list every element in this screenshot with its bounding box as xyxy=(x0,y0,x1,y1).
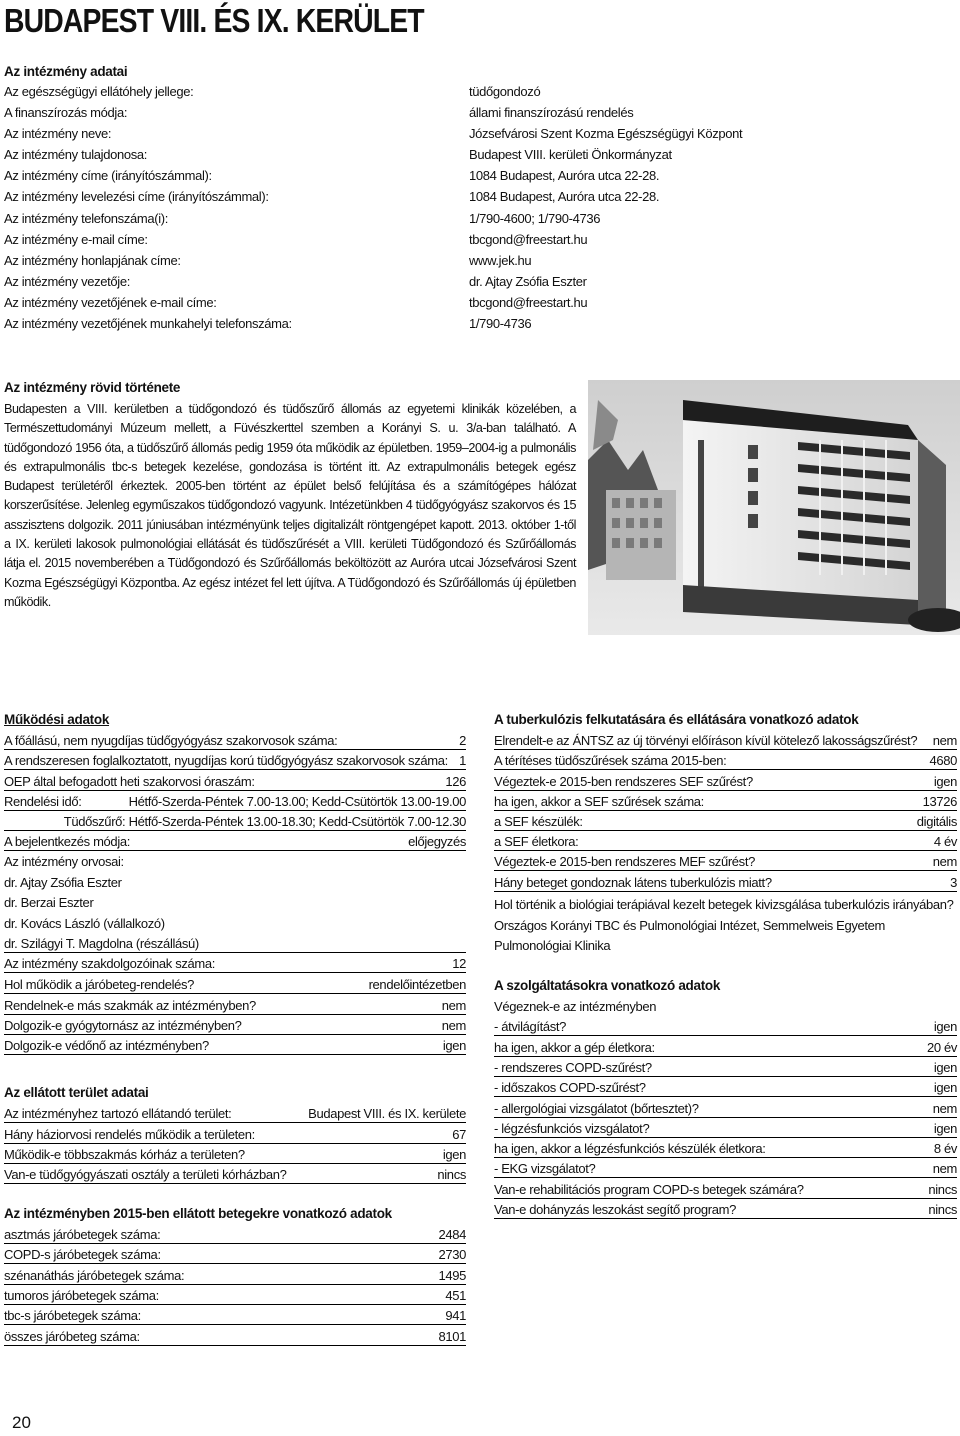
row-label: OEP által befogadott heti szakorvosi óraszám: xyxy=(4,774,255,789)
data-row xyxy=(4,1308,466,1325)
row-label: Az egészségügyi ellátóhely jellege: xyxy=(4,84,194,99)
row-label: COPD-s járóbetegek száma: xyxy=(4,1247,161,1262)
row-label: Az intézményhez tartozó ellátandó terület: xyxy=(4,1106,232,1121)
tbc-answer: Országos Korányi TBC és Pulmonológiai Intézet, Semmelweis Egyetem Pulmonológiai Klinika xyxy=(494,918,886,953)
doctor-item xyxy=(4,875,466,895)
row-label: ha igen, akkor a légzésfunkciós készülék életkora: xyxy=(494,1141,766,1156)
row-value: 4 év xyxy=(933,834,957,849)
row-value: igen xyxy=(933,1019,957,1034)
left-column xyxy=(4,712,466,1352)
row-label: Az intézmény levelezési címe (irányítószámmal): xyxy=(4,189,269,204)
row-label: Működik-e többszakmás kórház a területen? xyxy=(4,1147,245,1162)
data-row xyxy=(4,834,466,851)
row-value: 13726 xyxy=(922,794,957,809)
row-value: Budapest VIII. kerületi Önkormányzat xyxy=(469,147,672,162)
row-value: Józsefvárosi Szent Kozma Egészségügyi Központ xyxy=(469,126,743,141)
page-title: BUDAPEST VIII. ÉS IX. KERÜLET xyxy=(4,2,424,39)
row-value: Tüdőszűrő: Hétfő-Szerda-Péntek 13.00-18.30; Kedd-Csütörtök 7.00-12.30 xyxy=(63,814,466,829)
data-row xyxy=(494,1202,957,1219)
row-label: Az intézmény vezetőjének e-mail címe: xyxy=(4,295,217,310)
data-row xyxy=(4,211,960,231)
row-label: Rendelnek-e más szakmák az intézményben? xyxy=(4,998,256,1013)
row-value: dr. Ajtay Zsófia Eszter xyxy=(469,274,587,289)
row-value: állami finanszírozású rendelés xyxy=(469,105,634,120)
row-value: 2484 xyxy=(438,1227,466,1242)
row-label: Az intézmény telefonszáma(i): xyxy=(4,211,168,226)
row-value: igen xyxy=(933,1060,957,1075)
row-value: 3 xyxy=(950,875,957,890)
data-row xyxy=(4,232,960,252)
data-row xyxy=(4,126,960,146)
data-row xyxy=(494,1019,957,1036)
row-value: igen xyxy=(442,1038,466,1053)
doctor-item xyxy=(4,936,466,953)
data-row xyxy=(4,774,466,791)
row-value: igen xyxy=(933,1080,957,1095)
row-label: Az intézmény szakdolgozóinak száma: xyxy=(4,956,216,971)
data-row xyxy=(4,1329,466,1346)
data-row xyxy=(4,1147,466,1164)
row-label: ha igen, akkor a SEF szűrések száma: xyxy=(494,794,704,809)
row-label: - allergológiai vizsgálatot (bőrtesztet)? xyxy=(494,1101,699,1116)
row-value: 8 év xyxy=(933,1141,957,1156)
data-row xyxy=(4,274,960,294)
row-value: igen xyxy=(933,1121,957,1136)
section-heading-terulet: Az ellátott terület adatai xyxy=(4,1085,149,1100)
row-label: - átvilágítást? xyxy=(494,1019,567,1034)
row-value: nem xyxy=(932,854,957,869)
data-row xyxy=(4,977,466,994)
row-value: nincs xyxy=(928,1202,957,1217)
row-value: 1084 Budapest, Auróra utca 22-28. xyxy=(469,189,660,204)
data-row xyxy=(494,1080,957,1097)
row-value: 1/790-4600; 1/790-4736 xyxy=(469,211,601,226)
data-row xyxy=(494,1141,957,1158)
data-row xyxy=(494,875,957,892)
data-row xyxy=(494,1060,957,1077)
data-row xyxy=(494,1121,957,1138)
data-row xyxy=(4,1038,466,1055)
data-row xyxy=(4,814,466,831)
row-label: a SEF életkora: xyxy=(494,834,579,849)
row-label: - időszakos COPD-szűrést? xyxy=(494,1080,646,1095)
row-value: rendelőintézetben xyxy=(368,977,466,992)
row-value: 941 xyxy=(445,1308,466,1323)
row-label: tbc-s járóbetegek száma: xyxy=(4,1308,141,1323)
section-heading-betegek: Az intézményben 2015-ben ellátott betegekre vonatkozó adatok xyxy=(4,1206,392,1221)
row-label: Elrendelt-e az ÁNTSZ az új törvényi előíráson kívül kötelező lakosságszűrést? xyxy=(494,733,918,748)
data-row xyxy=(494,753,957,770)
data-row xyxy=(494,774,957,791)
row-label: tumoros járóbetegek száma: xyxy=(4,1288,159,1303)
data-row xyxy=(4,753,466,770)
row-label: ha igen, akkor a gép életkora: xyxy=(494,1040,655,1055)
data-row xyxy=(494,1161,957,1178)
data-row xyxy=(4,1167,466,1184)
row-label: Hány háziorvosi rendelés működik a területen: xyxy=(4,1127,255,1142)
doctor-name: dr. Kovács László (vállalkozó) xyxy=(4,916,165,931)
row-label: Hány beteget gondoznak látens tuberkulózis miatt? xyxy=(494,875,772,890)
data-row xyxy=(4,998,466,1015)
row-value: 8101 xyxy=(438,1329,466,1344)
data-row xyxy=(4,1247,466,1264)
row-label: Az intézmény vezetője: xyxy=(4,274,130,289)
row-label: szénanáthás járóbetegek száma: xyxy=(4,1268,185,1283)
row-value: 12 xyxy=(452,956,466,971)
section-heading-adatai: Az intézmény adatai xyxy=(4,64,128,79)
data-row xyxy=(494,733,957,750)
section-heading-tortenet: Az intézmény rövid története xyxy=(4,380,181,395)
section-heading-szolg: A szolgáltatásokra vonatkozó adatok xyxy=(494,978,721,993)
data-row xyxy=(4,1018,466,1035)
doctor-name: dr. Szilágyi T. Magdolna (részállású) xyxy=(4,936,199,951)
row-label: Hol működik a járóbeteg-rendelés? xyxy=(4,977,195,992)
doctor-name: dr. Berzai Eszter xyxy=(4,895,94,910)
row-value: 1 xyxy=(459,753,466,768)
data-row xyxy=(4,168,960,188)
data-row xyxy=(494,794,957,811)
data-row xyxy=(4,956,466,973)
row-value: www.jek.hu xyxy=(469,253,532,268)
data-row xyxy=(4,1106,466,1123)
doctor-item xyxy=(4,916,466,936)
row-label: Rendelési idő: xyxy=(4,794,82,809)
data-row xyxy=(4,295,960,315)
data-row xyxy=(4,1268,466,1285)
row-label: asztmás járóbetegek száma: xyxy=(4,1227,161,1242)
row-value: 67 xyxy=(452,1127,466,1142)
row-label: a SEF készülék: xyxy=(494,814,583,829)
row-value: Budapest VIII. és IX. kerülete xyxy=(308,1106,466,1121)
row-value: tbcgond@freestart.hu xyxy=(469,295,588,310)
row-label: Végeznek-e az intézményben xyxy=(494,999,657,1014)
row-label: Az intézmény vezetőjének munkahelyi telefonszáma: xyxy=(4,316,292,331)
row-value: 1495 xyxy=(438,1268,466,1283)
row-value: igen xyxy=(933,774,957,789)
row-label: Az intézmény orvosai: xyxy=(4,854,124,869)
data-row xyxy=(4,147,960,167)
right-column xyxy=(494,712,957,1232)
row-label: összes járóbeteg száma: xyxy=(4,1329,140,1344)
row-label: A bejelentkezés módja: xyxy=(4,834,130,849)
row-label: Az intézmény honlapjának címe: xyxy=(4,253,181,268)
history-paragraph: Budapesten a VIII. kerületben a tüdőgondozó és tüdőszűrő állomás az egyetemi klinikák közelében, a Természettudományi Múzeum mellett, a Füvészkerttel szemben a Korányi S. u. 3/a-ban található. A tüdőgondozó 1956 óta, a tüdőszűrő állomás pedig 1959 óta működik az épületben. 1959–2004-ig a pulmonális és extrapulmonális tbc-s betegek kezelése, gondozása is történt itt. Az extrapulmonális betegek egész Budapest területéről érkeztek. 2005-ben történt az épület belső felújítása és a számítógépes hálózat korszerűsítése. Jelenleg egyműszakos tüdőgondozó vagyunk. Intézetünkben 4 tüdőgyógyász szakorvos és 15 asszisztens dolgozik. 2011 júniusában intézményünk teljes digitalizált röntgengépet kapott. 2013. október 1-től a IX. kerületi lakosok pulmonológiai ellátását és tüdőszűrését a VIII. kerületi Tüdőgondozó és Szűrőállomás látja el. 2015 novemberében a Tüdőgondozó és Szűrőállomás beköltözött az Auróra utcai Józsefvárosi Szent Kozma Egészségügyi Központba. Az egész intézet fel lett újítva. A Tüdőgondozó és Szűrőállomás új épületben működik. xyxy=(4,402,576,609)
data-row xyxy=(4,854,466,874)
row-value: 2 xyxy=(459,733,466,748)
data-row xyxy=(4,1227,466,1244)
row-label: Dolgozik-e gyógytornász az intézményben? xyxy=(4,1018,242,1033)
row-value: nem xyxy=(441,1018,466,1033)
data-row xyxy=(494,834,957,851)
row-value: 451 xyxy=(445,1288,466,1303)
row-label: Az intézmény tulajdonosa: xyxy=(4,147,148,162)
data-row xyxy=(4,189,960,209)
row-label: A finanszírozás módja: xyxy=(4,105,128,120)
data-row xyxy=(494,814,957,831)
row-label: A főállású, nem nyugdíjas tüdőgyógyász szakorvosok száma: xyxy=(4,733,338,748)
row-value: digitális xyxy=(916,814,957,829)
row-value: nem xyxy=(932,1101,957,1116)
row-label: Az intézmény e-mail címe: xyxy=(4,232,148,247)
row-value: előjegyzés xyxy=(408,834,466,849)
row-label: Dolgozik-e védőnő az intézményben? xyxy=(4,1038,209,1053)
data-row xyxy=(4,253,960,273)
row-label: A rendszeresen foglalkoztatott, nyugdíjas korú tüdőgyógyász szakorvosok száma: xyxy=(4,753,448,768)
row-value: tbcgond@freestart.hu xyxy=(469,232,588,247)
row-value: 1/790-4736 xyxy=(469,316,532,331)
data-row xyxy=(4,1127,466,1144)
section-heading-tbc: A tuberkulózis felkutatására és ellátására vonatkozó adatok xyxy=(494,712,859,727)
row-label: Az intézmény címe (irányítószámmal): xyxy=(4,168,212,183)
row-value: Hétfő-Szerda-Péntek 7.00-13.00; Kedd-Csütörtök 13.00-19.00 xyxy=(128,794,466,809)
doctor-item xyxy=(4,895,466,915)
data-row xyxy=(4,733,466,750)
row-value: 2730 xyxy=(438,1247,466,1262)
page-number: 20 xyxy=(12,1413,31,1432)
row-label: - légzésfunkciós vizsgálatot? xyxy=(494,1121,650,1136)
data-row xyxy=(4,794,466,811)
row-value: 4680 xyxy=(929,753,957,768)
row-label: Van-e rehabilitációs program COPD-s betegek számára? xyxy=(494,1182,804,1197)
data-row xyxy=(494,854,957,871)
row-label: - EKG vizsgálatot? xyxy=(494,1161,596,1176)
data-row xyxy=(4,84,960,104)
row-label: Az intézmény neve: xyxy=(4,126,112,141)
row-label: Végeztek-e 2015-ben rendszeres MEF szűrést? xyxy=(494,854,755,869)
row-value: nincs xyxy=(437,1167,466,1182)
row-label: Van-e dohányzás leszokást segítő program? xyxy=(494,1202,736,1217)
data-row xyxy=(4,105,960,125)
row-value: 126 xyxy=(445,774,466,789)
row-value: 1084 Budapest, Auróra utca 22-28. xyxy=(469,168,660,183)
section-heading-mukodesi: Működési adatok xyxy=(4,712,110,727)
row-value: nem xyxy=(932,1161,957,1176)
row-label: Végeztek-e 2015-ben rendszeres SEF szűrést? xyxy=(494,774,753,789)
data-row xyxy=(4,1288,466,1305)
tbc-question: Hol történik a biológiai terápiával kezelt betegek kivizsgálása tuberkulózis irányában? xyxy=(494,897,954,912)
row-value: nem xyxy=(932,733,957,748)
doctor-name: dr. Ajtay Zsófia Eszter xyxy=(4,875,122,890)
row-value: nincs xyxy=(928,1182,957,1197)
data-row xyxy=(494,999,957,1019)
row-label: - rendszeres COPD-szűrést? xyxy=(494,1060,652,1075)
row-value: 20 év xyxy=(926,1040,957,1055)
row-label: Van-e tüdőgyógyászati osztály a területi kórházban? xyxy=(4,1167,287,1182)
data-row xyxy=(494,1101,957,1118)
row-value: tüdőgondozó xyxy=(469,84,541,99)
row-label: A térítéses tüdőszűrések száma 2015-ben: xyxy=(494,753,727,768)
data-row xyxy=(494,1182,957,1199)
row-value: nem xyxy=(441,998,466,1013)
row-value: igen xyxy=(442,1147,466,1162)
data-row xyxy=(4,316,960,336)
building-photo xyxy=(588,380,960,635)
data-row xyxy=(494,1040,957,1057)
